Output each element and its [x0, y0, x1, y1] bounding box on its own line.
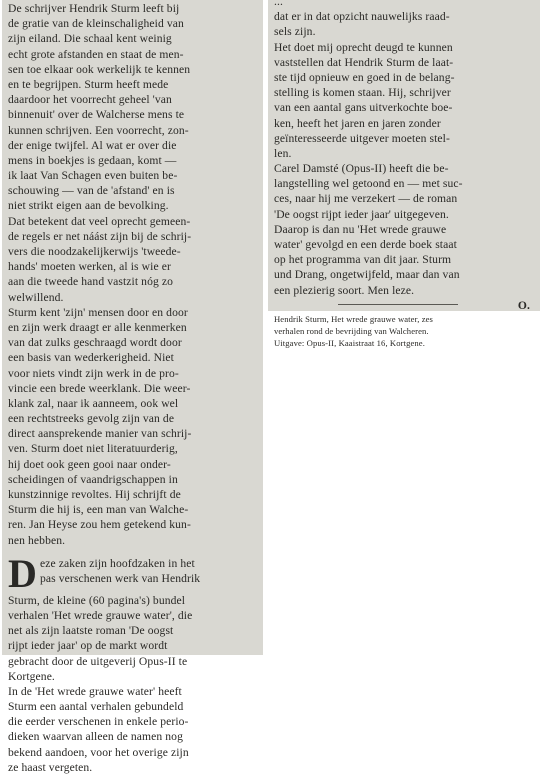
text-line: langstelling wel getoond en — met suc- — [274, 177, 463, 191]
text-line: net als zijn laatste roman 'De oogst — [8, 624, 174, 638]
text-line: len. — [274, 146, 292, 160]
text-line: ken, heeft het jaren en jaren zonder — [274, 116, 441, 130]
text-line: dieken waarvan alleen de namen nog — [8, 730, 183, 744]
text-line: der enige twijfel. Al wat er over die — [8, 138, 177, 152]
text-line: echt grote afstanden en staat de men- — [8, 47, 184, 61]
article-column-left — [8, 1, 259, 775]
text-line: een plezierig soort. Men leze. — [274, 283, 415, 297]
text-line: en zijn werk draagt er alle kenmerken — [8, 320, 187, 334]
text-line: dat er in dat opzicht nauwelijks raad- — [274, 10, 450, 24]
newspaper-clipping-left — [2, 0, 263, 774]
text-line: direct aansprekende manier van schrij- — [8, 427, 192, 441]
text-line: ven. Sturm doet niet literatuurderig, — [8, 442, 178, 456]
text-line: voor niets vindt zijn werk in de pro- — [8, 366, 179, 380]
book-credit — [274, 313, 536, 349]
text-line: ik laat Van Schagen even buiten be- — [8, 169, 178, 183]
text-line: niet strikt eigen aan de bevolking. — [8, 199, 169, 213]
text-line: welwillend. — [8, 290, 64, 304]
text-line: hij doet ook geen gooi naar onder- — [8, 457, 171, 471]
text-line: Carel Damsté (Opus-II) heeft die be- — [274, 162, 449, 176]
paragraph-2 — [8, 214, 259, 305]
text-line: stelling is komen staan. Hij, schrijver — [274, 86, 451, 100]
text-line: De schrijver Hendrik Sturm leeft bij — [8, 2, 180, 15]
text-line: die eerder verschenen in enkele perio- — [8, 715, 189, 729]
text-line: 'De oogst rijpt ieder jaar' uitgegeven. — [274, 207, 449, 221]
text-line: kunnen schrijven. Een voorrecht, zon- — [8, 123, 189, 137]
text-line: een rechtstreeks gevolg zijn van de — [8, 412, 175, 426]
text-line: Sturm een aantal verhalen gebundeld — [8, 700, 184, 714]
text-line: daardoor het voorrecht geheel 'van — [8, 93, 172, 107]
text-line: vaststellen dat Hendrik Sturm de laat- — [274, 55, 454, 69]
text-line: Sturm kent 'zijn' mensen door en door — [8, 305, 188, 319]
paragraph-4 — [8, 550, 259, 684]
text-line: kunstzinnige revoltes. Hij schrijft de — [8, 488, 181, 501]
text-line: sels zijn. — [274, 25, 316, 39]
credit-line: Uitgave: Opus-II, Kaaistraat 16, Kortgene. — [274, 337, 425, 348]
text-line: vers die noodzakelijkerwijs 'tweede- — [8, 245, 181, 258]
credit-line: verhalen rond de bevrijding van Walcheren. — [274, 325, 429, 336]
text-line: mens in boekjes is gedaan, komt — — [8, 153, 177, 167]
text-line: gebracht door de uitgeverij Opus-II te — [8, 654, 188, 668]
text-line: In de 'Het wrede grauwe water' heeft — [8, 684, 182, 698]
text-line: nen hebben. — [8, 533, 66, 547]
article-column-right — [274, 0, 536, 349]
text-line: Kortgene. — [8, 669, 55, 683]
paragraph-2 — [274, 161, 536, 298]
text-line: scheidingen of vaandrigschappen in — [8, 472, 178, 486]
text-line: ste tijd opnieuw en goed in de belang- — [274, 70, 455, 84]
credit-line: Hendrik Sturm, Het wrede grauwe water, zes — [274, 313, 433, 324]
text-line: pas verschenen werk van Hendrik — [40, 571, 201, 585]
text-line: water' gevolgd en een derde boek staat — [274, 238, 457, 251]
text-line: sen toe elkaar ook werkelijk te kennen — [8, 62, 191, 76]
end-rule — [338, 304, 458, 305]
text-line: und Drang, ongetwijfeld, maar dan van — [274, 268, 460, 282]
text-line: de gratie van de kleinschaligheid van — [8, 17, 184, 31]
drop-cap: D — [8, 550, 37, 596]
text-line: hands' moeten werken, al is wie er — [8, 260, 171, 274]
paragraph-0 — [274, 0, 536, 40]
text-line: ze haast vergeten. — [8, 760, 93, 774]
paragraph-3 — [8, 305, 259, 548]
text-line: en te begrijpen. Sturm heeft mede — [8, 77, 169, 91]
text-line: Dat betekent dat veel oprecht gemeen- — [8, 214, 191, 228]
text-line: de regels er net náást zijn bij de schrij- — [8, 229, 192, 243]
paragraph-1 — [274, 40, 536, 162]
text-line: schouwing — van de 'afstand' en is — [8, 184, 175, 198]
text-line: verhalen 'Het wrede grauwe water', die — [8, 608, 193, 622]
newspaper-clipping-right — [268, 0, 540, 348]
text-line: bekend aandoen, voor het overige zijn — [8, 745, 189, 759]
text-line: Het doet mij oprecht deugd te kunnen — [274, 40, 453, 54]
paragraph-1 — [8, 1, 259, 214]
text-line: Daarop is dan nu 'Het wrede grauwe — [274, 222, 447, 236]
text-line: op het programma van dit jaar. Sturm — [274, 253, 452, 267]
text-line: van een aantal gans uitverkochte boe- — [274, 101, 453, 115]
text-line: eze zaken zijn hoofdzaken in het — [40, 556, 195, 570]
text-line: ces, naar hij me verzekert — de roman — [274, 192, 458, 206]
text-line: Sturm die hij is, een man van Walche- — [8, 503, 189, 517]
text-line: klank zal, naar ik aanneem, ook wel — [8, 396, 179, 410]
text-line: een basis van wederkerigheid. Niet — [8, 351, 174, 365]
paragraph-5 — [8, 684, 259, 775]
text-line: ... — [274, 0, 283, 8]
author-initial: O. — [517, 298, 530, 312]
text-line: aan die tweede hand vastzit nóg zo — [8, 275, 174, 289]
text-line: vincie een brede weerklank. Die weer- — [8, 381, 191, 395]
text-line: binnenuit' over de Walcherse mens te — [8, 108, 185, 122]
text-line: geïnteresseerde uitgever moeten stel- — [274, 131, 450, 145]
text-line: rijpt ieder jaar' op de markt wordt — [8, 639, 168, 653]
text-line: Sturm, de kleine (60 pagina's) bundel — [8, 593, 186, 607]
text-line: zijn eiland. Die schaal kent weinig — [8, 32, 172, 46]
text-line: ren. Jan Heyse zou hem getekend kun- — [8, 518, 191, 532]
text-line: van dat zulks geschraagd wordt door — [8, 336, 182, 350]
